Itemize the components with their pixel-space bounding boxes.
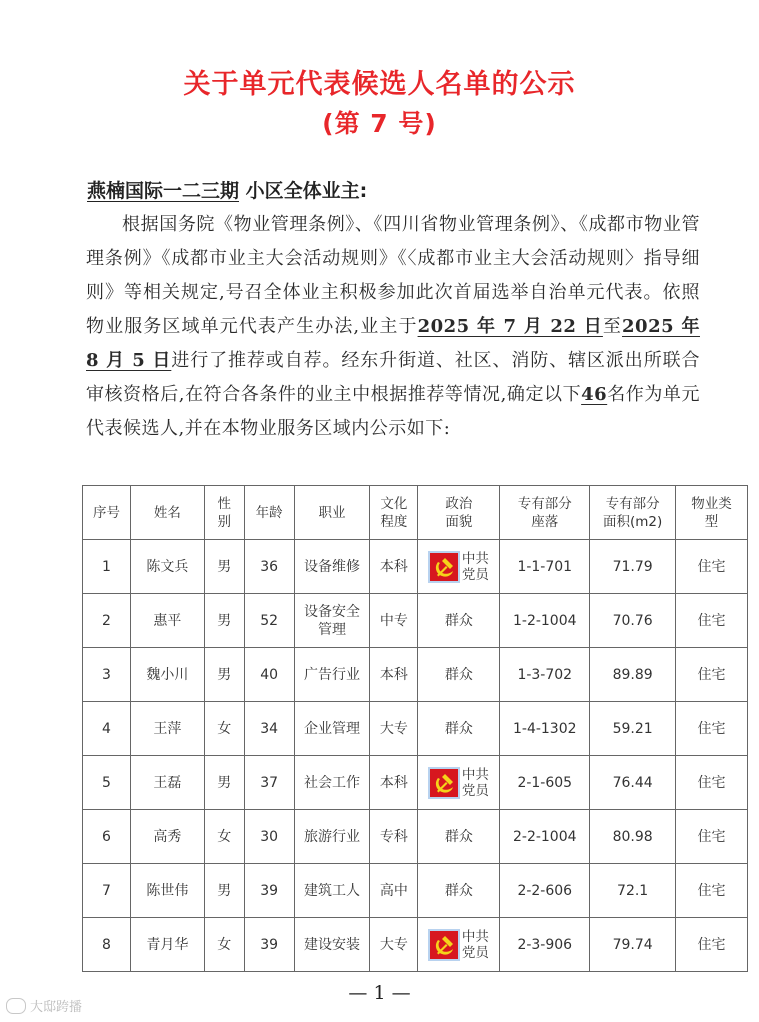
column-header: 专有部分 面积(m2) [590,486,676,540]
cell-party: 群众 [418,702,500,756]
cell-area: 59.21 [590,702,676,756]
cell-edu: 大专 [370,918,418,972]
cell-type: 住宅 [676,648,748,702]
cell-job: 设备安全 管理 [294,594,370,648]
date-end: 2025 年 8 月 5 日 [86,316,700,371]
cell-party [418,540,500,594]
body-part-3: 名作为单元代表候选人,并在本物业服务区域内公示如下: [86,384,700,439]
cell-edu: 中专 [370,594,418,648]
watermark [6,996,82,1015]
table-row [83,594,748,648]
table-row [83,864,748,918]
cell-name: 陈文兵 [130,540,204,594]
greeting [87,176,367,203]
cell-unit: 1-2-1004 [500,594,590,648]
cell-unit: 2-1-605 [500,756,590,810]
cell-age: 52 [244,594,294,648]
cell-area: 89.89 [590,648,676,702]
cell-unit: 1-4-1302 [500,702,590,756]
body-part-1: 根据国务院《物业管理条例》、《四川省物业管理条例》、《成都市物业管理条例》《成都市业主大会活动规则》《〈成都市业主大会活动规则〉指导细则》等相关规定,号召全体业主积极参加此次首届选举自治单元代表。依照物业服务区域单元代表产生办法,业主于 [86,214,700,337]
column-header: 文化 程度 [370,486,418,540]
cell-area: 70.76 [590,594,676,648]
cell-type: 住宅 [676,864,748,918]
cell-gender: 女 [204,918,244,972]
party-label: 中共 党员 [461,766,489,799]
cell-age: 34 [244,702,294,756]
cell-party: 群众 [418,864,500,918]
candidate-count: 46 [581,384,608,405]
cell-name: 王磊 [130,756,204,810]
cell-age: 30 [244,810,294,864]
cell-age: 39 [244,864,294,918]
cell-job: 企业管理 [294,702,370,756]
table-row [83,702,748,756]
cell-name: 魏小川 [130,648,204,702]
cell-edu: 本科 [370,756,418,810]
cell-name: 陈世伟 [130,864,204,918]
cell-no: 4 [83,702,131,756]
cell-job: 设备维修 [294,540,370,594]
cell-age: 37 [244,756,294,810]
cell-type: 住宅 [676,918,748,972]
cell-job: 建筑工人 [294,864,370,918]
cell-no: 2 [83,594,131,648]
notice-title: 关于单元代表候选人名单的公示 [183,69,576,100]
cell-area: 79.74 [590,918,676,972]
cell-area: 76.44 [590,756,676,810]
cell-type: 住宅 [676,594,748,648]
cell-party: 群众 [418,594,500,648]
cell-area: 80.98 [590,810,676,864]
notice-body [86,208,700,446]
cell-gender: 女 [204,702,244,756]
table-row [83,648,748,702]
cell-no: 1 [83,540,131,594]
table-row [83,918,748,972]
cell-unit: 1-1-701 [500,540,590,594]
column-header: 年龄 [244,486,294,540]
cell-job: 旅游行业 [294,810,370,864]
table-header-row [83,486,748,540]
cell-no: 3 [83,648,131,702]
cell-party: 群众 [418,648,500,702]
body-part-2: 进行了推荐或自荐。经东升街道、社区、消防、辖区派出所联合审核资格后,在符合各条件的业主中根据推荐等情况,确定以下 [86,350,700,405]
cell-unit: 2-2-606 [500,864,590,918]
column-header: 序号 [83,486,131,540]
cell-edu: 专科 [370,810,418,864]
column-header: 姓名 [130,486,204,540]
party-emblem-icon [428,767,460,799]
column-header: 物业类 型 [676,486,748,540]
date-start: 2025 年 7 月 22 日 [417,316,603,337]
cell-party [418,918,500,972]
cell-party: 群众 [418,810,500,864]
cell-name: 王萍 [130,702,204,756]
community-name: 燕楠国际一二三期 [87,180,240,202]
cell-area: 71.79 [590,540,676,594]
cell-type: 住宅 [676,702,748,756]
cell-no: 6 [83,810,131,864]
party-label: 中共 党员 [461,550,489,583]
cell-no: 5 [83,756,131,810]
party-emblem-icon [428,929,460,961]
cell-type: 住宅 [676,756,748,810]
cell-gender: 男 [204,864,244,918]
column-header: 性 别 [204,486,244,540]
cell-gender: 女 [204,810,244,864]
party-label: 中共 党员 [461,928,489,961]
party-emblem-icon [428,551,460,583]
watermark-logo-icon [6,998,26,1014]
cell-type: 住宅 [676,540,748,594]
cell-no: 8 [83,918,131,972]
table-row [83,810,748,864]
cell-name: 青月华 [130,918,204,972]
cell-unit: 1-3-702 [500,648,590,702]
notice-number: (第 7 号) [322,109,437,138]
column-header: 专有部分 座落 [500,486,590,540]
cell-age: 40 [244,648,294,702]
candidate-table [82,485,748,972]
cell-job: 建设安装 [294,918,370,972]
cell-edu: 大专 [370,702,418,756]
cell-gender: 男 [204,756,244,810]
cell-edu: 本科 [370,540,418,594]
page-number: — 1 — [348,982,411,1004]
cell-gender: 男 [204,540,244,594]
cell-job: 广告行业 [294,648,370,702]
watermark-text: 大邸跨播 [30,1000,83,1015]
cell-party [418,756,500,810]
cell-unit: 2-3-906 [500,918,590,972]
cell-unit: 2-2-1004 [500,810,590,864]
column-header: 职业 [294,486,370,540]
body-mid: 至 [602,316,623,337]
cell-type: 住宅 [676,810,748,864]
cell-edu: 本科 [370,648,418,702]
table-row [83,540,748,594]
cell-name: 高秀 [130,810,204,864]
cell-area: 72.1 [590,864,676,918]
cell-gender: 男 [204,594,244,648]
cell-edu: 高中 [370,864,418,918]
table-row [83,756,748,810]
column-header: 政治 面貌 [418,486,500,540]
cell-age: 39 [244,918,294,972]
cell-no: 7 [83,864,131,918]
greeting-rest: 小区全体业主: [239,180,368,202]
cell-gender: 男 [204,648,244,702]
cell-job: 社会工作 [294,756,370,810]
cell-name: 惠平 [130,594,204,648]
cell-age: 36 [244,540,294,594]
